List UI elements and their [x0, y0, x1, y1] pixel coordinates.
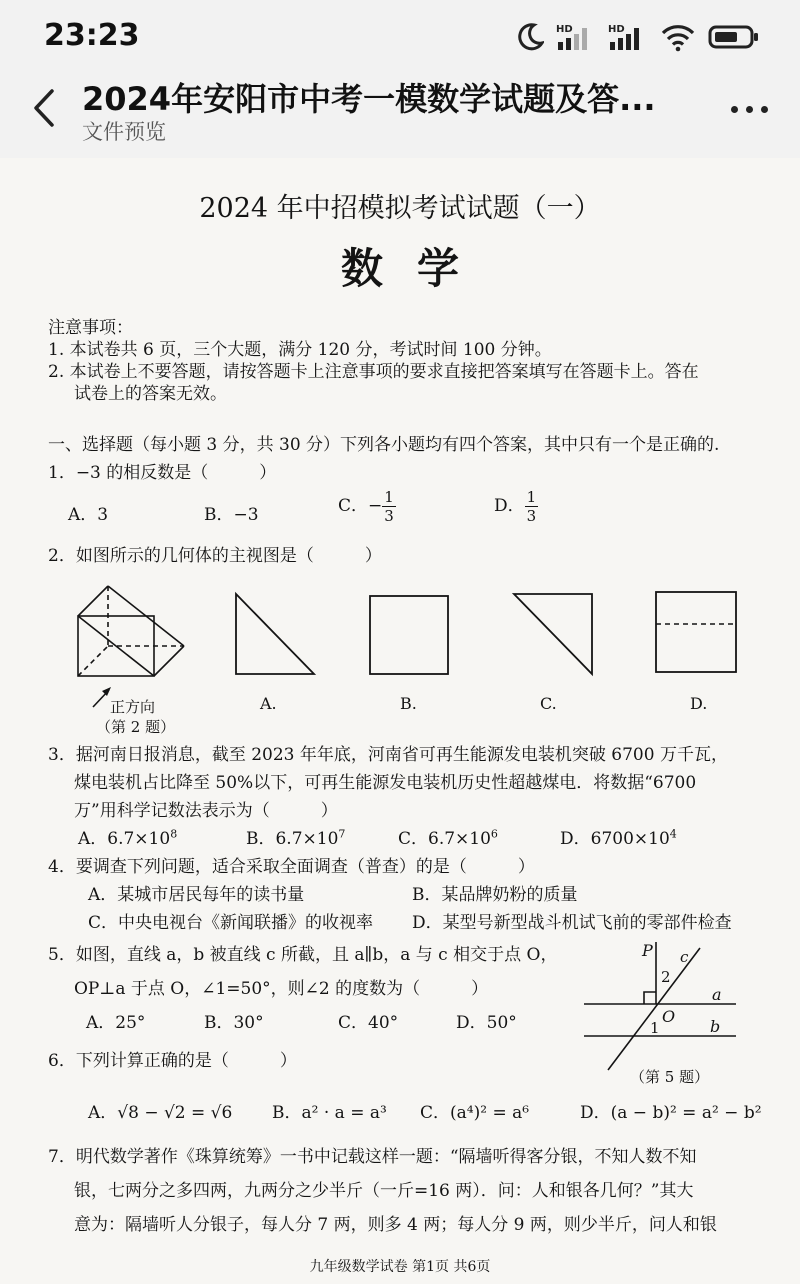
wifi-icon — [660, 22, 696, 52]
more-dot-icon — [761, 106, 768, 113]
question-3-option-d — [560, 824, 677, 849]
question-6-option-a: A．√8 − √2 = √6 — [88, 1103, 233, 1123]
figure-label-angle-1: 1 — [650, 1019, 660, 1037]
signal-hd-icon — [556, 22, 596, 52]
document-title: 2024年安阳市中考一模数学试题及答... — [82, 80, 656, 118]
signal-hd-icon-2 — [608, 22, 648, 52]
question-1-stem: 1．−3 的相反数是（ ） — [48, 463, 277, 483]
question-2-prism-figure — [72, 576, 192, 696]
section-1-heading: 一、选择题（每小题 3 分，共 30 分）下列各小题均有四个答案，其中只有一个是正确的. — [48, 435, 720, 455]
question-1-option-c-prefix: C．− — [338, 496, 383, 516]
signal-hd-text: HD — [556, 24, 573, 35]
notes-heading: 注意事项： — [48, 318, 133, 338]
figure-label-c: c — [680, 948, 689, 966]
question-2-option-b: B. — [400, 694, 417, 713]
question-1-option-a: A．3 — [68, 505, 109, 525]
status-icons — [516, 20, 760, 54]
question-3-option-b — [246, 824, 345, 849]
question-4-option-d: D．某型号新型战斗机试飞前的零部件检查 — [412, 913, 732, 933]
battery-icon — [708, 22, 760, 52]
question-1-option-d — [494, 488, 538, 525]
question-6-stem: 6．下列计算正确的是（ ） — [48, 1051, 297, 1071]
question-2-option-d: D. — [690, 694, 708, 713]
note-2-line-2: 试卷上的答案无效。 — [74, 384, 227, 404]
exponent: 8 — [170, 827, 178, 841]
question-2-option-c-figure — [510, 586, 600, 678]
question-2-option-c: C. — [540, 694, 557, 713]
question-5-figure — [580, 938, 740, 1073]
question-2-stem: 2．如图所示的几何体的主视图是（ ） — [48, 546, 382, 566]
question-7-line-1: 7．明代数学著作《珠算统筹》一书中记载这样一题：“隔墙听得客分银，不知人数不知 — [48, 1147, 697, 1167]
question-5-option-b: B．30° — [204, 1013, 264, 1033]
question-2-option-a-figure — [228, 586, 318, 678]
question-2-option-d-figure — [652, 588, 742, 678]
question-5-line-2: OP⊥a 于点 O，∠1=50°，则∠2 的度数为（ ） — [74, 979, 489, 999]
question-2-option-a: A. — [260, 694, 277, 713]
fraction-denominator: 3 — [384, 507, 394, 525]
front-direction-label: 正方向 — [110, 698, 156, 716]
question-1-option-d-prefix: D． — [494, 496, 525, 516]
figure-label-o: O — [662, 1007, 676, 1026]
figure-label-a: a — [712, 985, 722, 1004]
question-3-option-a — [78, 824, 177, 849]
question-3-line-3: 万”用科学记数法表示为（ ） — [74, 801, 338, 821]
note-1: 1. 本试卷共 6 页，三个大题，满分 120 分，考试时间 100 分钟。 — [48, 340, 552, 360]
page-footer: 九年级数学试卷 第1页 共6页 — [309, 1259, 491, 1275]
question-5-option-d: D．50° — [456, 1013, 517, 1033]
status-time: 23:23 — [44, 18, 140, 53]
question-3-option-b-text: B．6.7×10 — [246, 829, 339, 849]
question-4-stem: 4．要调查下列问题，适合采取全面调查（普查）的是（ ） — [48, 857, 535, 877]
more-dot-icon — [731, 106, 738, 113]
paper-title: 2024 年中招模拟考试试题（一） — [199, 193, 601, 224]
fraction — [382, 488, 396, 525]
chevron-left-icon — [31, 88, 57, 128]
figure-label-p: P — [642, 941, 653, 960]
question-5-option-c: C．40° — [338, 1013, 399, 1033]
figure-label-b: b — [710, 1017, 721, 1036]
note-2-line-1: 2. 本试卷上不要答题，请按答题卡上注意事项的要求直接把答案填写在答题卡上。答在 — [48, 362, 699, 382]
question-6-option-c: C．(a⁴)² = a⁶ — [420, 1103, 530, 1123]
paper-subject: 数学 — [340, 244, 493, 293]
document-page[interactable] — [0, 158, 800, 1284]
question-1-option-b: B．−3 — [204, 505, 259, 525]
question-4-option-b: B．某品牌奶粉的质量 — [412, 885, 578, 905]
more-dot-icon — [746, 106, 753, 113]
signal-hd-text-2: HD — [608, 24, 625, 35]
question-7-line-3: 意为：隔墙听人分银子，每人分 7 两，则多 4 两；每人分 9 两，则少半斤，问人和银 — [74, 1215, 717, 1235]
question-1-option-c — [338, 488, 396, 525]
moon-icon — [516, 22, 544, 52]
question-3-line-2: 煤电装机占比降至 50%以下，可再生能源发电装机历史性超越煤电．将数据“6700 — [74, 773, 697, 793]
question-5-option-a: A．25° — [86, 1013, 146, 1033]
fraction — [525, 488, 539, 525]
back-button[interactable] — [22, 82, 66, 134]
question-3-line-1: 3．据河南日报消息，截至 2023 年年底，河南省可再生能源发电装机突破 6700 万千瓦， — [48, 745, 728, 765]
figure-label-angle-2: 2 — [661, 968, 671, 986]
exponent: 4 — [669, 827, 677, 841]
question-5-line-1: 5．如图，直线 a，b 被直线 c 所截，且 a∥b，a 与 c 相交于点 O， — [48, 945, 558, 965]
question-3-option-d-text: D．6700×10 — [560, 829, 670, 849]
question-4-option-c: C．中央电视台《新闻联播》的收视率 — [88, 913, 374, 933]
fraction-denominator: 3 — [526, 507, 537, 525]
question-6-option-d: D．(a − b)² = a² − b² — [580, 1103, 762, 1123]
question-3-option-c — [398, 824, 498, 849]
status-bar — [0, 0, 800, 72]
exponent: 6 — [490, 827, 498, 841]
question-2-option-b-figure — [366, 592, 452, 678]
question-4-option-a: A．某城市居民每年的读书量 — [88, 885, 305, 905]
question-5-figure-caption: （第 5 题） — [630, 1068, 710, 1086]
question-3-option-a-text: A．6.7×10 — [78, 829, 171, 849]
document-subtitle: 文件预览 — [82, 120, 166, 144]
more-options-button[interactable] — [724, 92, 774, 126]
question-3-option-c-text: C．6.7×10 — [398, 829, 491, 849]
fraction-numerator: 1 — [526, 488, 537, 506]
fraction-numerator: 1 — [384, 488, 394, 506]
question-6-option-b: B．a² · a = a³ — [272, 1103, 387, 1123]
question-7-line-2: 银，七两分之多四两，九两分之少半斤（一斤=16 两）．问：人和银各几何？”其大 — [74, 1181, 694, 1201]
exponent: 7 — [338, 827, 346, 841]
title-bar — [0, 72, 800, 158]
question-2-figure-caption: （第 2 题） — [96, 718, 176, 736]
